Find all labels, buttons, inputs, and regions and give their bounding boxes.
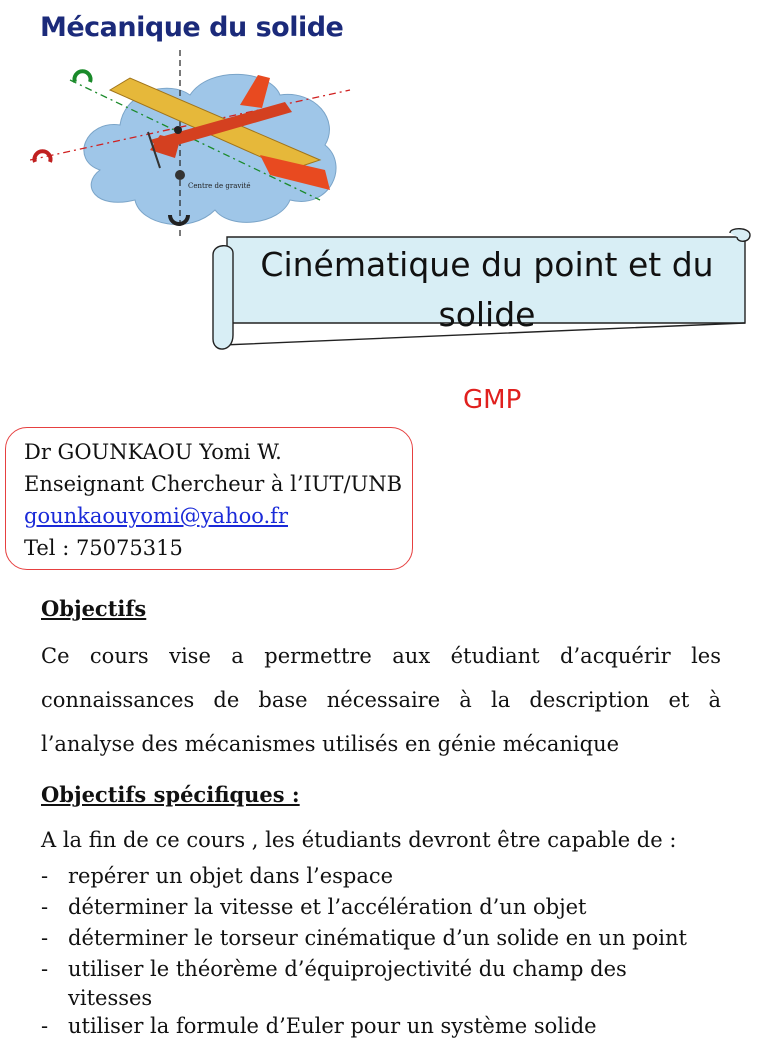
objectives-line-3: l’analyse des mécanismes utilisés en génie mécanique	[41, 732, 620, 756]
course-title: Mécanique du solide	[40, 12, 344, 43]
objectives-line-2: connaissances de base nécessaire à la description et à	[41, 688, 721, 712]
author-email-link[interactable]: gounkaouyomi@yahoo.fr	[24, 504, 288, 528]
centre-gravite-label: Centre de gravité	[188, 182, 251, 190]
objectives-line-1: Ce cours vise a permettre aux étudiant d’acquérir les	[41, 644, 721, 668]
author-name: Dr GOUNKAOU Yomi W.	[24, 440, 282, 464]
specific-intro: A la fin de ce cours , les étudiants devront être capable de :	[41, 828, 677, 852]
objectives-heading: Objectifs	[41, 596, 147, 621]
program-label: GMP	[463, 385, 522, 415]
specific-objectives-heading: Objectifs spécifiques :	[41, 782, 300, 807]
contact-box	[5, 427, 413, 570]
author-role: Enseignant Chercheur à l’IUT/UNB	[24, 472, 403, 496]
banner-title	[232, 240, 742, 340]
banner-title-line2: solide	[438, 295, 536, 334]
author-phone: Tel : 75075315	[24, 536, 183, 560]
banner-title-line1: Cinématique du point et du	[260, 245, 714, 284]
airplane-illustration	[30, 50, 360, 240]
